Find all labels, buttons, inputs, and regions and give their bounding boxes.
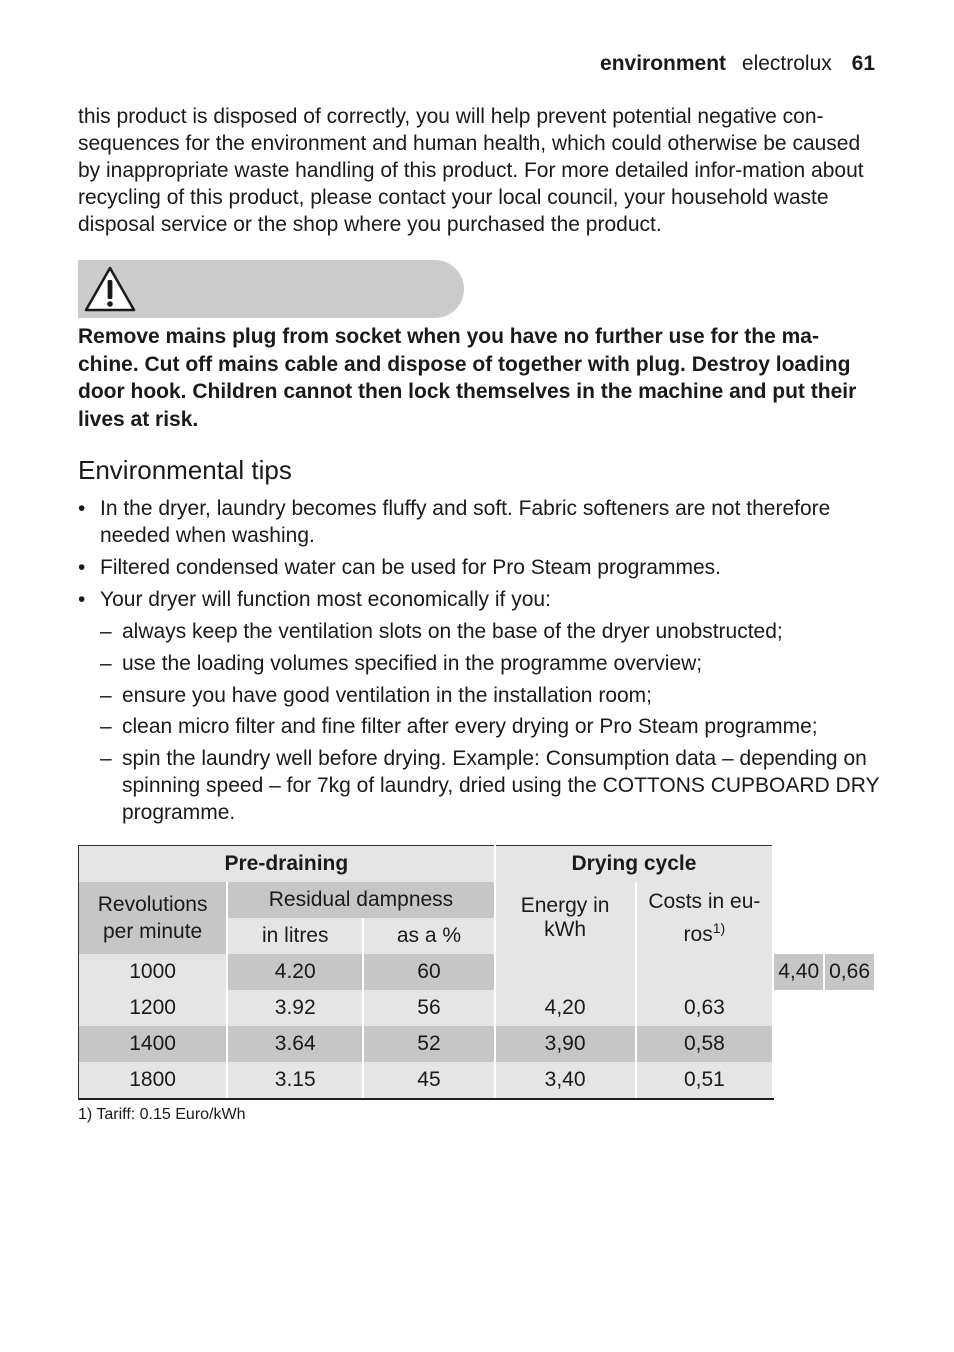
cell-litres: 4.20 [227,954,363,990]
sub-item-text: always keep the ventilation slots on the base of the dryer unobstructed; [122,620,783,643]
cell-rpm: 1200 [79,990,228,1026]
costs-label: Costs in eu-ros [648,890,761,946]
bullet-text: In the dryer, laundry becomes fluffy and soft. Fabric softeners are not therefore needed when washing. [100,497,831,547]
cell-litres: 3.15 [227,1062,363,1099]
cell-costs: 0,66 [824,954,875,990]
bullet-mark: • [78,588,86,611]
cell-energy: 3,40 [495,1062,636,1099]
column-header-residual: Residual dampness [227,882,494,918]
sub-item-text: spin the laundry well before drying. Example: Consumption data – depending on spinning speed – for 7kg of laundry, dried using the COTTONS CUPBOARD DRY programme. [122,747,880,824]
warning-text: Remove mains plug from socket when you have no further use for the ma-chine. Cut off mains cable and dispose of together with plug. Destroy loading door hook. Children cannot then lock themselves in the machine and put their lives at risk. [78,325,857,431]
page-header [600,52,875,76]
table-footnote: 1) Tariff: 0.15 Euro/kWh [78,1106,246,1123]
cell-rpm: 1800 [79,1062,228,1099]
cell-energy: 4,40 [773,954,824,990]
brand-name: electrolux [741,52,832,75]
cell-energy: 3,90 [495,1026,636,1062]
cell-rpm: 1400 [79,1026,228,1062]
sub-item-text: ensure you have good ventilation in the installation room; [122,684,653,707]
column-header-costs [636,882,774,990]
column-header-rpm: Revolutions per minute [79,882,228,954]
sub-list-item [100,713,880,740]
bullet-text: Filtered condensed water can be used for Pro Steam programmes. [100,556,721,579]
sub-list-item [100,618,880,645]
list-item [78,554,878,581]
list-item [78,495,878,549]
list-item [78,586,878,613]
bullet-text: Your dryer will function most economically if you: [100,588,551,611]
column-header-litres: in litres [227,918,363,954]
cell-costs: 0,51 [636,1062,774,1099]
sub-list-item [100,745,880,826]
sub-item-text: use the loading volumes specified in the programme overview; [122,652,703,675]
bullet-mark: • [78,497,86,520]
cell-energy: 4,20 [495,990,636,1026]
section-name: environment [600,52,727,75]
dash-mark: – [100,747,112,770]
bullet-mark: • [78,556,86,579]
column-header-percent: as a % [363,918,494,954]
cell-litres: 3.92 [227,990,363,1026]
cell-percent: 45 [363,1062,494,1099]
dash-mark: – [100,715,112,738]
warning-triangle-icon [83,265,137,313]
dash-mark: – [100,620,112,643]
cell-rpm: 1000 [79,954,228,990]
cell-percent: 60 [363,954,494,990]
cell-percent: 52 [363,1026,494,1062]
sub-list-item [100,682,880,709]
footnote-ref: 1) [712,920,726,936]
cell-percent: 56 [363,990,494,1026]
group-header-pre-draining: Pre-draining [79,846,495,883]
table-row [79,990,876,1026]
dash-mark: – [100,652,112,675]
page-number: 61 [851,52,875,75]
table-row [79,1062,876,1099]
cell-litres: 3.64 [227,1026,363,1062]
intro-paragraph: this product is disposed of correctly, you will help prevent potential negative con-sequences for the environment and human health, which could otherwise be caused by inappropriate waste handling of this product. For more detailed infor-mation about recycling of this product, please contact your local council, your household waste disposal service or the shop where you purchased the product. [78,105,864,236]
consumption-table [78,845,876,1100]
cell-costs: 0,63 [636,990,774,1026]
sub-item-text: clean micro filter and fine filter after every drying or Pro Steam programme; [122,715,818,738]
group-header-drying-cycle: Drying cycle [495,846,774,883]
tips-heading: Environmental tips [78,455,292,485]
sub-list-item [100,650,880,677]
warning-banner [78,260,464,318]
table-row [79,1026,876,1062]
dash-mark: – [100,684,112,707]
column-header-energy: Energy in kWh [495,882,636,990]
cell-costs: 0,58 [636,1026,774,1062]
